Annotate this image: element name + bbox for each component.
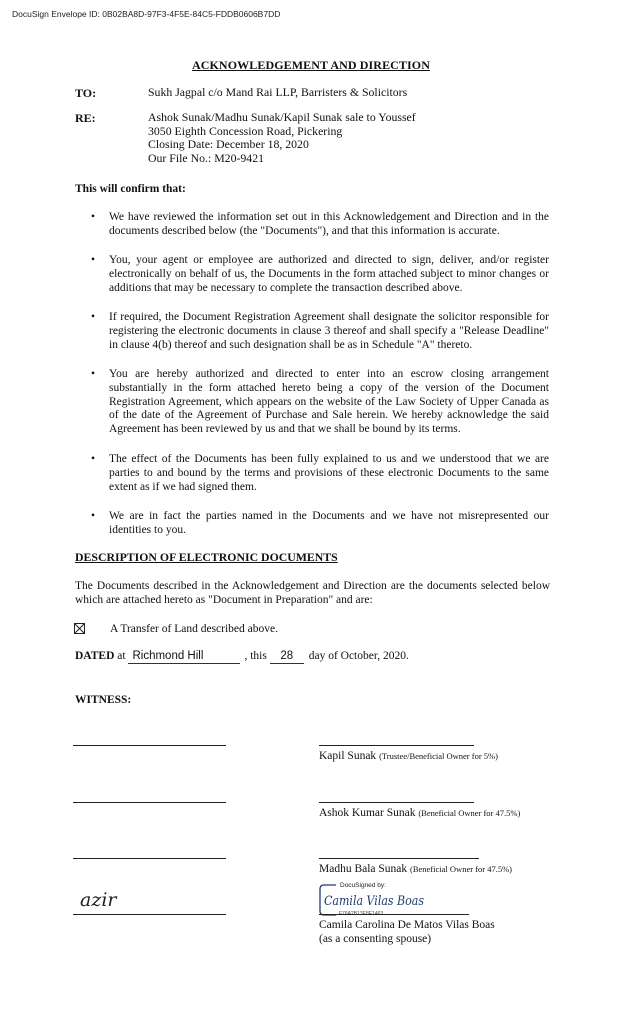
signatory-role: (Beneficial Owner for 47.5%) <box>410 864 512 874</box>
spouse-name: Camila Carolina De Matos Vilas Boas <box>319 919 495 931</box>
re-label: RE: <box>75 111 96 125</box>
bullet-dot: • <box>91 453 96 465</box>
docusign-signature-text: Camila Vilas Boas <box>324 894 425 909</box>
re-line: Closing Date: December 18, 2020 <box>148 137 309 152</box>
signature-line[interactable] <box>319 914 469 915</box>
bullet-item <box>91 368 549 437</box>
bullet-item <box>91 254 549 295</box>
bullet-dot: • <box>91 254 96 266</box>
dated-place-field[interactable]: Richmond Hill <box>128 650 240 664</box>
spouse-note: (as a consenting spouse) <box>319 933 432 945</box>
description-body: The Documents described in the Acknowledgement and Direction are the documents selected below which are attached hereto as "Document in Preparation" and are: <box>75 580 550 606</box>
signatory-role: (Trustee/Beneficial Owner for 5%) <box>379 751 498 761</box>
to-label: TO: <box>75 86 97 100</box>
bullet-text: We are in fact the parties named in the Documents and we have not misrepresented our identities to you. <box>109 510 549 536</box>
witness-signature-line[interactable] <box>73 914 226 915</box>
docusigned-by-label: DocuSigned by: <box>340 882 386 889</box>
witness-signature-line[interactable] <box>73 858 226 859</box>
bullet-text: You, your agent or employee are authorized and directed to sign, deliver, and/or register electronically on behalf of us, the Documents in the form attached subject to minor changes or additions that may be necessary to complete the transaction described above. <box>109 254 549 294</box>
transfer-label: A Transfer of Land described above. <box>110 623 278 635</box>
witness-signature-line[interactable] <box>73 802 226 803</box>
bullet-item <box>91 453 549 494</box>
bullet-dot: • <box>91 368 96 380</box>
description-heading: DESCRIPTION OF ELECTRONIC DOCUMENTS <box>75 550 338 564</box>
bullet-item <box>91 311 549 352</box>
re-line: Ashok Sunak/Madhu Sunak/Kapil Sunak sale to Youssef <box>148 110 416 124</box>
re-line: Our File No.: M20-9421 <box>148 150 264 165</box>
bullet-text: You are hereby authorized and directed to enter into an escrow closing arrangement substantially in the form attached hereto being a copy of the version of the Document Registration Agreement, which appears on the website of the Law Society of Upper Canada as of the date of the Agreement of Purchase and Sale herein. We hereby acknowledge the said Agreement has been reviewed by us and that we shall be bound by its terms. <box>109 368 549 436</box>
bullet-text: If required, the Document Registration Agreement shall designate the solicitor responsible for registering the electronic documents in clause 3 thereof and shall specify a "Release Deadline" in clause 4(b) thereof and such designation shall be as in Schedule "A" thereto. <box>109 311 549 351</box>
confirm-heading: This will confirm that: <box>75 183 186 195</box>
docusign-code: F76A2B13E8E1463... <box>339 911 388 917</box>
re-block <box>148 111 416 165</box>
dated-at: at <box>117 650 126 662</box>
re-line: 3050 Eighth Concession Road, Pickering <box>148 123 343 138</box>
signatory-name-text: Ashok Kumar Sunak <box>319 807 416 819</box>
bullet-item <box>91 211 549 239</box>
spouse-block <box>319 918 495 946</box>
witness-signature-line[interactable] <box>73 745 226 746</box>
dated-rest: day of October, 2020. <box>308 650 409 662</box>
to-value: Sukh Jagpal c/o Mand Rai LLP, Barristers & Solicitors <box>148 85 408 99</box>
dated-label: DATED <box>75 650 115 662</box>
bullet-dot: • <box>91 211 96 223</box>
signatory-role: (Beneficial Owner for 47.5%) <box>418 808 521 818</box>
signature-line[interactable] <box>319 858 479 859</box>
bullet-dot: • <box>91 311 96 323</box>
transfer-checkbox[interactable] <box>74 623 85 634</box>
bullet-dot: • <box>91 510 96 522</box>
dated-this: , this <box>244 650 267 662</box>
signatory-name <box>319 750 498 762</box>
signatory-name <box>319 863 512 875</box>
document-title: ACKNOWLEDGEMENT AND DIRECTION <box>191 58 431 72</box>
bullet-text: The effect of the Documents has been fully explained to us and we understood that we are parties to and bound by the terms and provisions of these electronic Documents to the same extent as if we had signed them. <box>109 453 549 493</box>
signatory-name-text: Madhu Bala Sunak <box>319 863 408 875</box>
bullet-item <box>91 510 549 538</box>
signatory-name-text: Kapil Sunak <box>319 750 377 762</box>
dated-line <box>75 650 409 664</box>
signatory-name <box>319 807 520 819</box>
checkbox-cross-icon <box>75 624 84 633</box>
witness-heading: WITNESS: <box>75 694 132 706</box>
docusign-envelope-id: DocuSign Envelope ID: 0B02BA8D-97F3-4F5E-84C5-FDDB0606B7DD <box>12 9 281 19</box>
witness-signature-text: azir <box>80 889 117 911</box>
witness-signature-image <box>78 886 153 916</box>
signature-line[interactable] <box>319 745 474 746</box>
signature-line[interactable] <box>319 802 474 803</box>
bullet-text: We have reviewed the information set out in this Acknowledgement and Direction and in the documents described below (the "Documents"), and that this information is accurate. <box>109 211 549 237</box>
dated-day-field[interactable]: 28 <box>270 650 304 664</box>
